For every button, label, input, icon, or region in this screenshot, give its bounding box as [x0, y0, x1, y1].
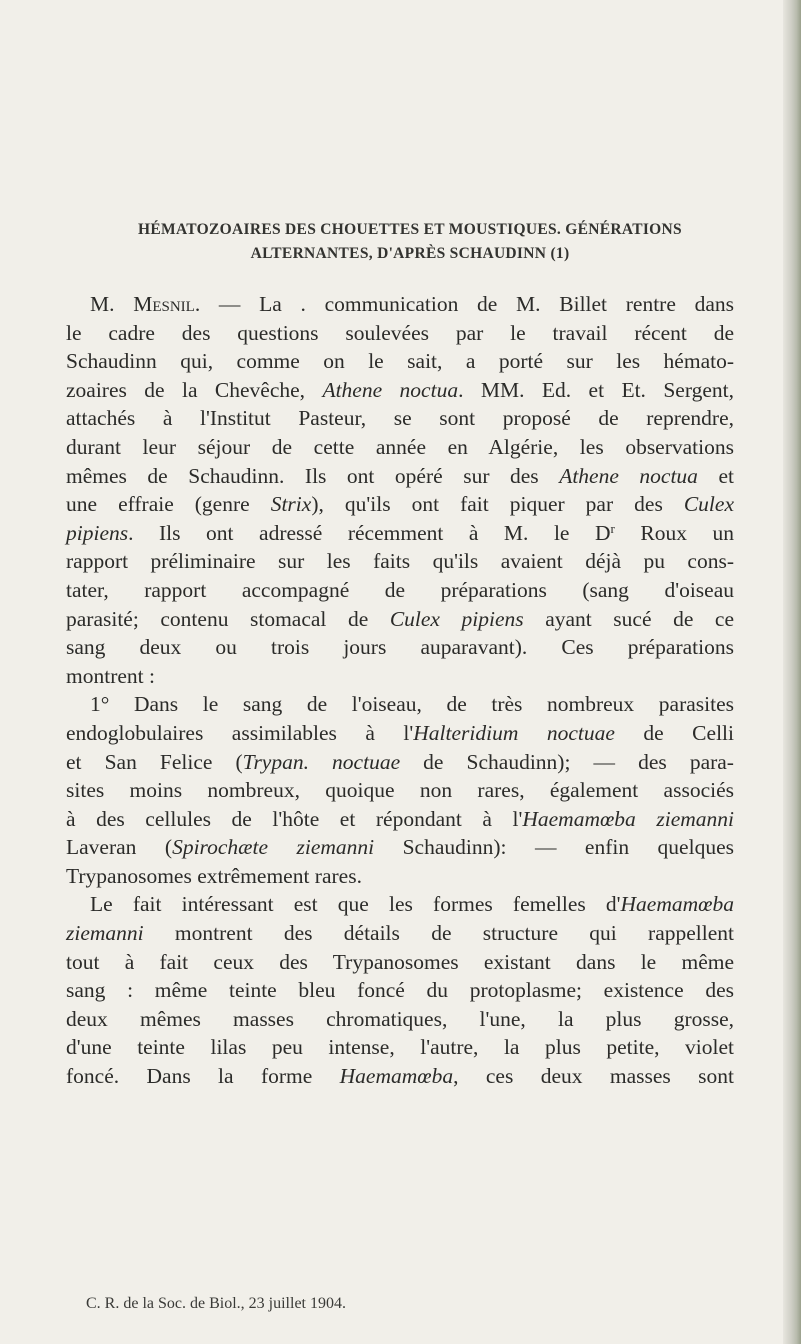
article-title	[60, 218, 760, 266]
body-line: Trypanosomes extrêmement rares.	[66, 863, 362, 888]
body-line: Le fait intéressant est que les formes femelles d'Haemamœba	[90, 892, 734, 917]
body-line: et San Felice (Trypan. noctuae de Schaudinn); — des para-	[66, 749, 734, 774]
taxon-name: Trypan. noctuae	[242, 749, 401, 774]
taxon-name: Haemamœba	[620, 892, 734, 917]
body-line: Schaudinn qui, comme on le sait, a porté sur les hémato-	[66, 349, 734, 374]
article-body	[66, 290, 734, 1091]
body-line: mêmes de Schaudinn. Ils ont opéré sur des Athene noctua et	[66, 463, 734, 488]
taxon-name: Halteridium noctuae	[413, 720, 615, 745]
body-line: 1° Dans le sang de l'oiseau, de très nombreux parasites	[90, 692, 734, 717]
body-line: durant leur séjour de cette année en Algérie, les observations	[66, 434, 734, 459]
taxon-name: pipiens	[66, 520, 129, 545]
taxon-name: Haemamœba ziemanni	[522, 806, 734, 831]
body-line: ziemanni montrent des détails de structure qui rappellent	[66, 921, 734, 946]
body-line: attachés à l'Institut Pasteur, se sont proposé de reprendre,	[66, 406, 734, 431]
body-line: parasité; contenu stomacal de Culex pipiens ayant sucé de ce	[66, 606, 735, 631]
body-line: d'une teinte lilas peu intense, l'autre, la plus petite, violet	[66, 1035, 734, 1060]
page-edge-shadow	[783, 0, 801, 1344]
taxon-name: Culex	[683, 492, 734, 517]
taxon-name: Spirochæte ziemanni	[172, 835, 375, 860]
body-line: tout à fait ceux des Trypanosomes existant dans le même	[66, 949, 734, 974]
body-line: rapport préliminaire sur les faits qu'ils avaient déjà pu cons-	[66, 549, 734, 574]
body-line: tater, rapport accompagné de préparations (sang d'oiseau	[66, 577, 734, 602]
body-line: deux mêmes masses chromatiques, l'une, la plus grosse,	[66, 1006, 734, 1031]
body-line: pipiens. Ils ont adressé récemment à M. le $D^r$ Roux un	[66, 520, 734, 545]
body-line: une effraie (genre Strix), qu'ils ont fait piquer par des Culex	[66, 492, 734, 517]
taxon-name: ziemanni	[66, 921, 144, 946]
body-line: sang : même teinte bleu foncé du protoplasme; existence des	[66, 978, 734, 1003]
body-line: à des cellules de l'hôte et répondant à l'Haemamœba ziemanni	[66, 806, 734, 831]
taxon-name: Athene noctua	[559, 463, 698, 488]
body-line: montrent :	[66, 663, 155, 688]
body-line: endoglobulaires assimilables à l'Halteridium noctuae de Celli	[66, 720, 734, 745]
taxon-name: Strix	[270, 492, 312, 517]
title-line-2-text: ALTERNANTES, D'APRÈS SCHAUDINN	[250, 245, 547, 262]
page-footer-citation: C. R. de la Soc. de Biol., 23 juillet 1904.	[86, 1295, 346, 1312]
footnote-mark: (1)	[550, 245, 570, 262]
body-line: foncé. Dans la forme Haemamœba, ces deux masses sont	[66, 1064, 734, 1089]
body-line: Laveran (Spirochæte ziemanni Schaudinn): — enfin quelques	[66, 835, 734, 860]
title-line-2	[60, 242, 760, 266]
body-line: le cadre des questions soulevées par le travail récent de	[66, 320, 734, 345]
taxon-name: Haemamœba	[339, 1064, 454, 1089]
author-name: Mesnil	[133, 292, 195, 316]
taxon-name: Culex pipiens	[389, 606, 524, 631]
body-line: sites moins nombreux, quoique non rares, également associés	[66, 778, 734, 803]
body-line: sang deux ou trois jours auparavant). Ces préparations	[66, 635, 734, 660]
body-line: zoaires de la Chevêche, Athene noctua. MM. Ed. et Et. Sergent,	[66, 377, 735, 402]
taxon-name: Athene noctua	[322, 377, 459, 402]
title-line-1: HÉMATOZOAIRES DES CHOUETTES ET MOUSTIQUES. GÉNÉRATIONS	[138, 221, 682, 238]
body-line: M. Mesnil. — La . communication de M. Billet rentre dans	[90, 292, 734, 316]
